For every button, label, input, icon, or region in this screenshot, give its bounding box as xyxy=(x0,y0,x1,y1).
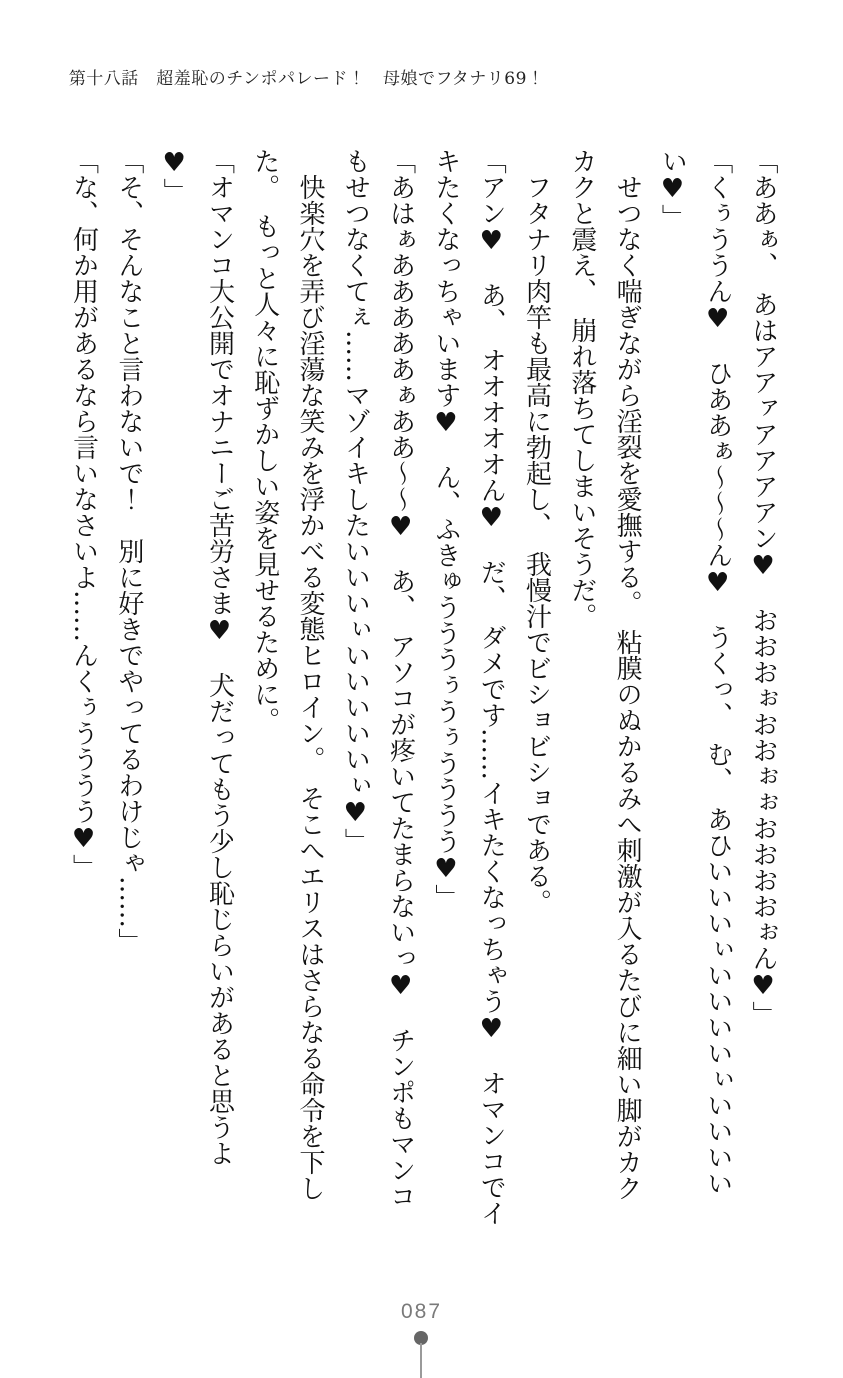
text-column: キたくなっちゃいます♥ ん、ふきゅうううぅうぅうううう♥」 xyxy=(430,148,461,910)
text-column: フタナリ肉竿も最高に勃起し、 我慢汁でビショビショである。 xyxy=(521,174,552,915)
text-column: 「くぅううん♥ ひああぁ～～～ん♥ うくっ、 む、 あひいいいぃいいいいぃいいいい xyxy=(702,148,733,1196)
text-column: せつなく喘ぎながら淫裂を愛撫する。 粘膜のぬかるみへ刺激が入るたびに細い脚がカク xyxy=(612,174,643,1201)
text-column: 「ああぁ、 あはアアァアアアアン♥ おおおぉおおぉぉおおおおぉん♥」 xyxy=(748,148,778,1027)
footer-ornament-line xyxy=(420,1343,422,1378)
text-column: 「アン♥ あ、 オオオオオん♥ だ、 ダメです……イキたくなっちゃう♥ オマンコでイ xyxy=(476,148,507,1226)
chapter-title: 第十八話 超羞恥のチンポパレード！ 母娘でフタナリ69！ xyxy=(68,69,545,89)
text-column: 「オマンコ大公開でオナニーご苦労さま♥ 犬だってもう少し恥じらいがあると思うよ xyxy=(204,148,235,1166)
text-column: ♥」 xyxy=(159,148,190,204)
text-column: 「あはぁあああああぁああ～～♥ あ、 アソコが疼いてたまらないっ♥ チンポもマンコ xyxy=(385,148,416,1209)
text-column: もせつなくてぇ……マゾイキしたいいいぃいいいいいぃ♥」 xyxy=(340,148,371,854)
text-column: い♥」 xyxy=(657,148,688,230)
text-column: 「な、何か用があるなら言いなさいよ……んくぅうううう♥」 xyxy=(68,148,99,880)
vertical-text-block xyxy=(60,148,785,1248)
running-head xyxy=(57,44,544,89)
text-column: 快楽穴を弄び淫蕩な笑みを浮かべる変態ヒロイン。 そこへエリスはさらなる命令を下し xyxy=(295,174,326,1201)
text-column: カクと震え、 崩れ落ちてしまいそうだ。 xyxy=(566,148,597,629)
text-column: 「そ、そんなこと言わないで！ 別に好きでやってるわけじゃ……」 xyxy=(113,148,144,954)
page-number: 087 xyxy=(400,1300,443,1323)
text-column: た。 もっと人々に恥ずかしい姿を見せるために。 xyxy=(249,148,280,733)
